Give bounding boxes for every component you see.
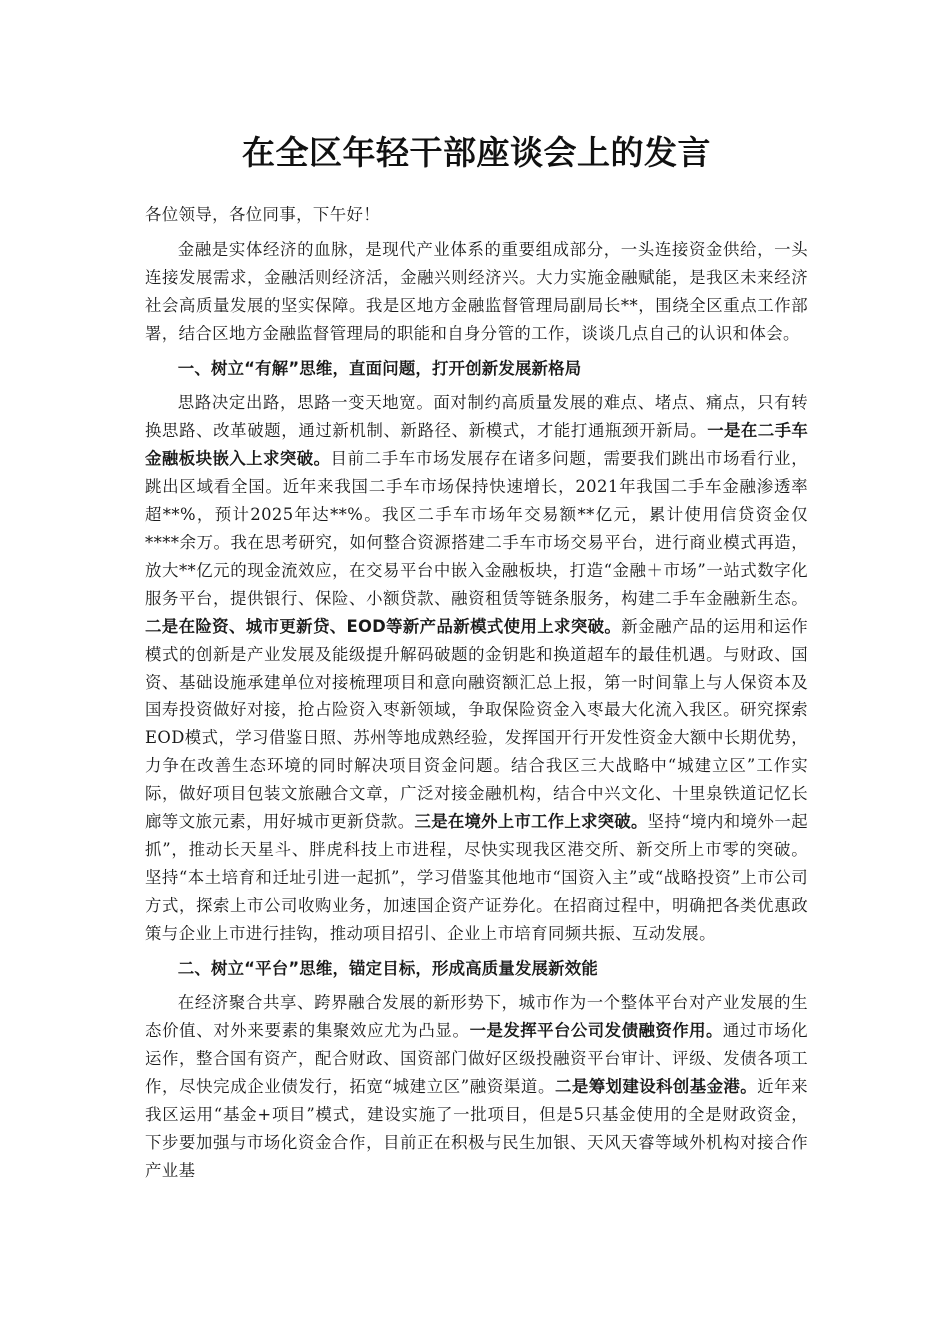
section-2-paragraph xyxy=(145,989,808,1184)
section-1-paragraph xyxy=(145,389,808,947)
section-1-point-3-text: 坚持“境内和境外一起抓”，推动长天星斗、胖虎科技上市进程，尽快实现我区港交所、新交所上市零的突破。坚持“本土培育和迁址引进一起抓”，学习借鉴其他地市“国资入主”或“战略投资”上市公司方式，探索上市公司收购业务，加速国企资产证券化。在招商过程中，明确把各类优惠政策与企业上市进行挂钩，推动项目招引、企业上市培育同频共振、互动发展。 xyxy=(145,812,808,943)
document-page xyxy=(145,128,808,1192)
document-title: 在全区年轻干部座谈会上的发言 xyxy=(242,133,711,172)
section-1-point-1-text: 目前二手车市场发展存在诸多问题，需要我们跳出市场看行业，跳出区域看全国。近年来我国二手车市场保持快速增长，2021年我国二手车金融渗透率超**%，预计2025年达**%。我区二手车市场年交易额**亿元，累计使用信贷资金仅****余万。我在思考研究，如何整合资源搭建二手车市场交易平台，进行商业模式再造，放大**亿元的现金流效应，在交易平台中嵌入金融板块，打造“金融＋市场”一站式数字化服务平台，提供银行、保险、小额贷款、融资租赁等链条服务，构建二手车金融新生态。 xyxy=(145,449,808,608)
section-1-lead-text: 思路决定出路，思路一变天地宽。面对制约高质量发展的难点、堵点、痛点，只有转换思路、改革破题，通过新机制、新路径、新模式，才能打通瓶颈开新局。 xyxy=(145,393,808,441)
intro-paragraph: 金融是实体经济的血脉，是现代产业体系的重要组成部分，一头连接资金供给，一头连接发展需求，金融活则经济活，金融兴则经济兴。大力实施金融赋能，是我区未来经济社会高质量发展的坚实保障。我是区地方金融监督管理局副局长**，围绕全区重点工作部署，结合区地方金融监督管理局的职能和自身分管的工作，谈谈几点自己的认识和体会。 xyxy=(145,239,808,343)
section-2-point-2-title: 二是筹划建设科创基金港。 xyxy=(555,1077,758,1097)
salutation: 各位领导，各位同事，下午好！ xyxy=(145,205,381,224)
section-1-point-2-title: 二是在险资、城市更新贷、EOD等新产品新模式使用上求突破。 xyxy=(145,616,622,636)
section-1-point-2-text: 新金融产品的运用和运作模式的创新是产业发展及能级提升解码破题的金钥匙和换道超车的最佳机遇。与财政、国资、基础设施承建单位对接梳理项目和意向融资额汇总上报，第一时间靠上与人保资本及国寿投资做好对接，抢占险资入枣新领域，争取保险资金入枣最大化流入我区。研究探索EOD模式，学习借鉴日照、苏州等地成熟经验，发挥国开行开发性资金大额中长期优势，力争在改善生态环境的同时解决项目资金问题。结合我区三大战略中“城建立区”工作实际，做好项目包装文旅融合文章，广泛对接金融机构，结合中兴文化、十里泉铁道记忆长廊等文旅元素，用好城市更新贷款。 xyxy=(145,616,808,832)
section-2-point-2-text: 近年来我区运用“基金+项目”模式，建设实施了一批项目，但是5只基金使用的全是财政资金，下步要加强与市场化资金合作，目前正在积极与民生加银、天风天睿等域外机构对接合作产业基 xyxy=(145,1077,808,1180)
section-1-point-3-title: 三是在境外上市工作上求突破。 xyxy=(414,812,648,832)
section-1-point-1-title: 一是在二手车金融板块嵌入上求突破。 xyxy=(145,421,808,469)
section-2-point-1-title: 一是发挥平台公司发债融资作用。 xyxy=(469,1021,723,1041)
section-1-heading: 一、树立“有解”思维，直面问题，打开创新发展新格局 xyxy=(177,358,582,378)
section-2-heading: 二、树立“平台”思维，锚定目标，形成高质量发展新效能 xyxy=(177,958,598,978)
section-2-point-1-text: 通过市场化运作，整合国有资产，配合财政、国资部门做好区级投融资平台审计、评级、发债各项工作，尽快完成企业债发行，拓宽“城建立区”融资渠道。 xyxy=(145,1021,809,1097)
section-2-lead-text: 在经济聚合共享、跨界融合发展的新形势下，城市作为一个整体平台对产业发展的生态价值、对外来要素的集聚效应尤为凸显。 xyxy=(145,993,808,1041)
